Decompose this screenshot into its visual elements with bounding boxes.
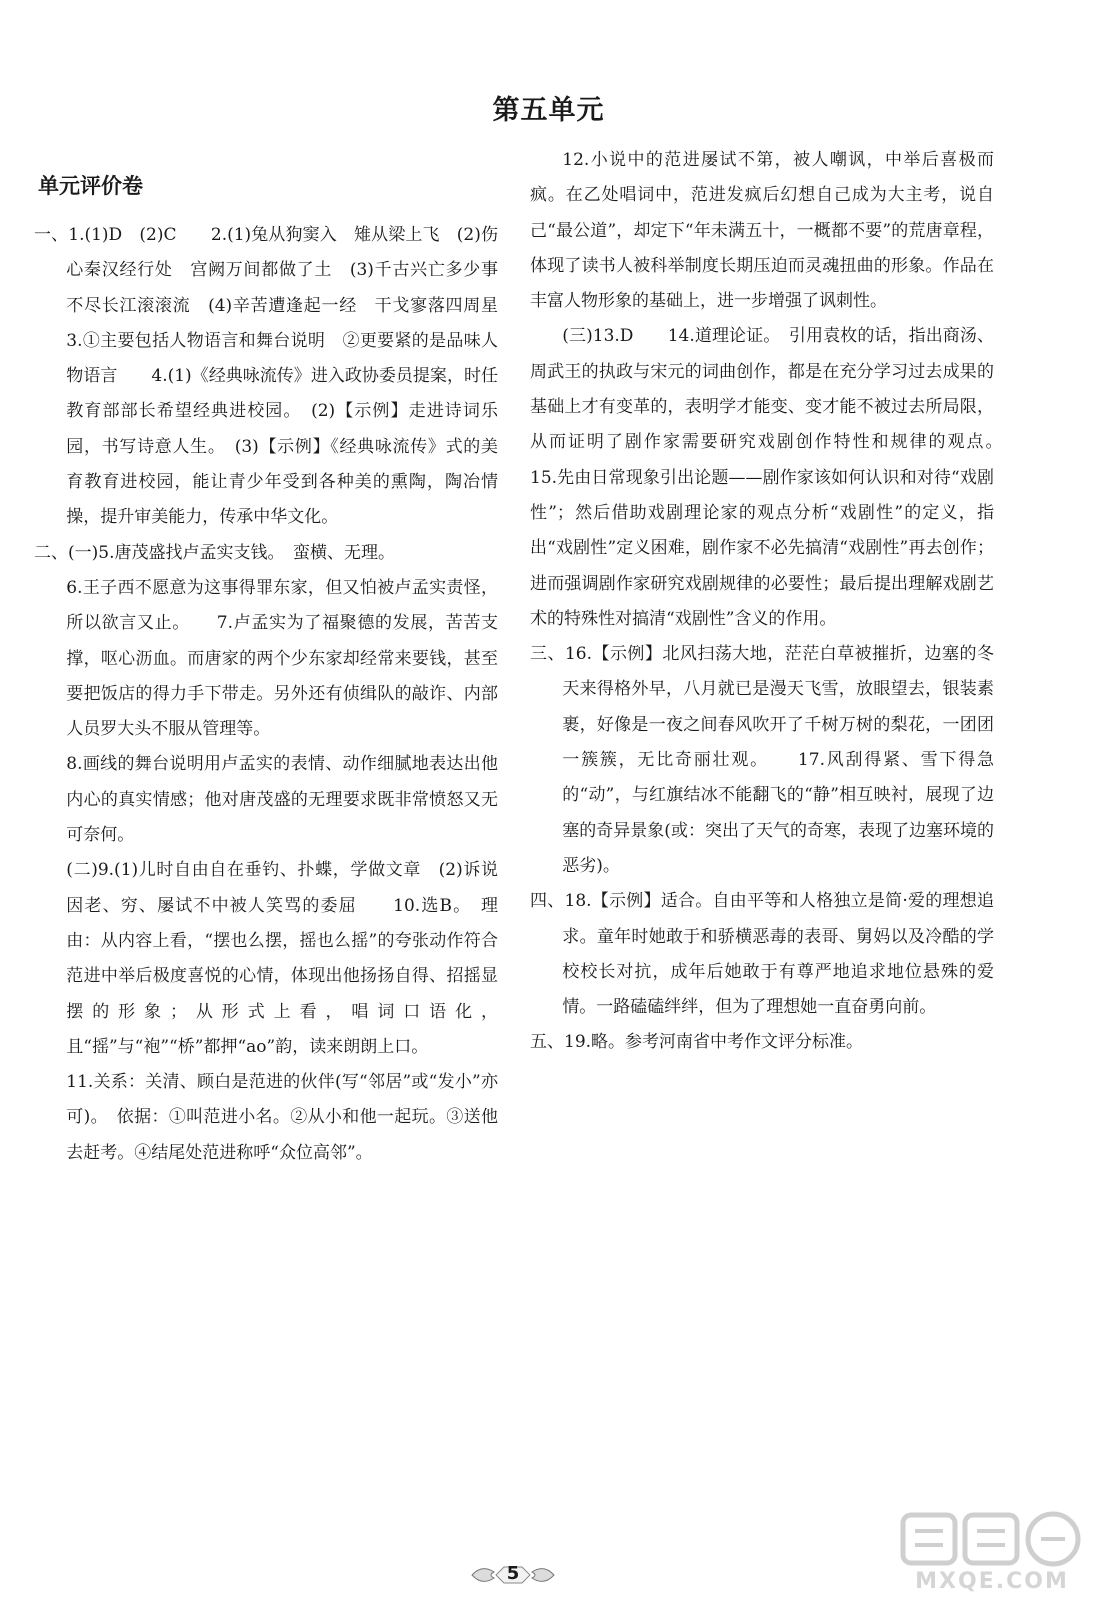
section-heading: 单元评价卷	[38, 174, 143, 198]
watermark-logo-icon	[897, 1509, 1087, 1569]
answer-block-q8: 8.画线的舞台说明用卢孟实的表情、动作细腻地表达出他内心的真实情感；他对唐茂盛的无理要求既非常愤怒又无可奈何。	[66, 754, 498, 846]
answer-block-q11: 11.关系：关清、顾白是范进的伙伴(写“邻居”或“发小”亦可)。 依据：①叫范进小名。②从小和他一起玩。③送他去赶考。④结尾处范进称呼“众位高邻”。	[66, 1072, 498, 1163]
answer-block-q6-q7: 6.王子西不愿意为这事得罪东家，但又怕被卢孟实责怪，所以欲言又止。 7.卢孟实为了福聚德的发展，苦苦支撑，呕心沥血。而唐家的两个少东家却经常来要钱，甚至要把饭店的得力手下带走。另外还有侦缉队的敲诈、内部人员罗大头不服从管理等。	[66, 577, 498, 740]
answer-block-part-3: 三、16.【示例】北风扫荡大地，茫茫白草被摧折，边塞的冬天来得格外早，八月就已是漫天飞雪，放眼望去，银装素裹，好像是一夜之间春风吹开了千树万树的梨花，一团团一簇簇，无比奇丽壮观。 17.风刮得紧、雪下得急的“动”，与红旗结冰不能翻飞的“静”相互映衬，展现了边塞的奇异景象(或：突出了天气的奇寒，表现了边塞环境的恶劣)。	[530, 644, 994, 876]
answer-block-part-1: 一、1.(1)D (2)C 2.(1)兔从狗窦入 雉从梁上飞 (2)伤心秦汉经行处 宫阙万间都做了土 (3)千古兴亡多少事 不尽长江滚滚流 (4)辛苦遭逢起一经 干戈寥落四周星 3.①主要包括人物语言和舞台说明 ②更要紧的是品味人物语言 4.(1)《经典咏流传》进入政协委员提案，时任教育部部长希望经典进校园。 (2)【示例】走进诗词乐园，书写诗意人生。 (3)【示例】《经典咏流传》式的美育教育进校园，能让青少年受到各种美的熏陶，陶冶情操，提升审美能力，传承中华文化。	[34, 225, 532, 528]
right-column	[530, 143, 1028, 1061]
page-number-badge	[468, 1560, 558, 1590]
page-number: 5	[506, 1563, 520, 1584]
answer-block-q13-q15: (三)13.D 14.道理论证。 引用袁枚的话，指出商汤、周武王的执政与宋元的词曲创作，都是在充分学习过去成果的基础上才有变革的，表明学才能变、变才能不被过去所局限，从而证明了剧作家需要研究戏剧创作特性和规律的观点。 15.先由日常现象引出论题——剧作家该如何认识和对待“戏剧性”；然后借助戏剧理论家的观点分析“戏剧性”的定义，指出“戏剧性”定义困难，剧作家不必先搞清“戏剧性”再去创作；进而强调剧作家研究戏剧规律的必要性；最后提出理解戏剧艺术的特殊性对搞清“戏剧性”含义的作用。	[530, 326, 1028, 629]
answer-block-q9-q10: (二)9.(1)儿时自由自在垂钓、扑蝶，学做文章 (2)诉说因老、穷、屡试不中被人笑骂的委屈 10.选B。 理由：从内容上看，“摆也么摆，摇也么摇”的夸张动作符合范进中举后极度喜悦的心情，体现出他扬扬自得、招摇显摆的形象；从形式上看，唱词口语化，且“摇”与“袍”“桥”都押“ao”韵，读来朗朗上口。	[66, 860, 498, 1057]
answer-block-part-5: 五、19.略。参考河南省中考作文评分标准。	[530, 1032, 864, 1053]
page-title: 第五单元	[492, 95, 605, 126]
watermark-text: MXQE.COM	[915, 1569, 1069, 1594]
left-column	[34, 218, 532, 1171]
answer-block-part-2-q5: 二、(一)5.唐茂盛找卢孟实支钱。 蛮横、无理。	[34, 542, 395, 563]
answer-block-q12: 12.小说中的范进屡试不第，被人嘲讽，中举后喜极而疯。在乙处唱词中，范进发疯后幻想自己成为大主考，说自己“最公道”，却定下“年未满五十，一概都不要”的荒唐章程，体现了读书人被科举制度长期压迫而灵魂扭曲的形象。作品在丰富人物形象的基础上，进一步增强了讽刺性。	[530, 150, 994, 312]
watermark	[897, 1509, 1087, 1594]
answer-block-part-4: 四、18.【示例】适合。自由平等和人格独立是简·爱的理想追求。童年时她敢于和骄横恶毒的表哥、舅妈以及冷酷的学校校长对抗，成年后她敢于有尊严地追求地位悬殊的爱情。一路磕磕绊绊，但为了理想她一直奋勇向前。	[530, 891, 994, 1018]
